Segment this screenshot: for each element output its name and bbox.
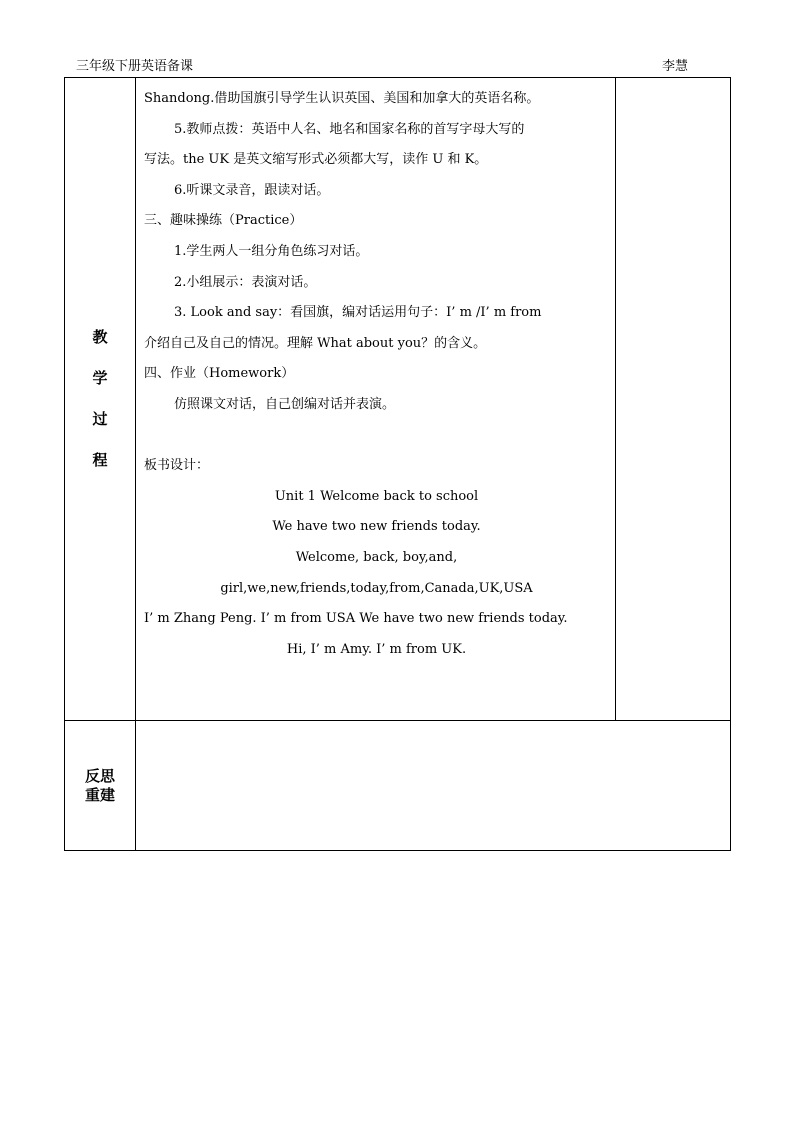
teaching-process-label bbox=[65, 78, 136, 721]
teaching-process-content bbox=[136, 78, 616, 721]
board-line: I’ m Zhang Peng. I’ m from USA We have two new friends today. bbox=[144, 611, 568, 627]
reflection-content bbox=[136, 721, 731, 851]
board-design-heading: 板书设计： bbox=[144, 458, 210, 474]
content-line: Shandong.借助国旗引导学生认识英国、美国和加拿大的英语名称。 bbox=[144, 91, 540, 106]
board-line: Unit 1 Welcome back to school bbox=[274, 488, 479, 504]
content-line: 5.教师点拨：英语中人名、地名和国家名称的首写字母大写的 bbox=[174, 121, 525, 137]
label-char: 教 bbox=[92, 328, 108, 346]
label-char: 程 bbox=[92, 451, 108, 469]
section-heading: 四、作业（Homework） bbox=[144, 366, 295, 382]
label-char: 反思 bbox=[84, 766, 115, 785]
notes-cell bbox=[616, 78, 731, 721]
content-line: 仿照课文对话，自己创编对话并表演。 bbox=[174, 396, 396, 412]
reflection-row bbox=[65, 721, 731, 851]
content-line: 6.听课文录音，跟读对话。 bbox=[174, 182, 330, 198]
content-line: 写法。the UK 是英文缩写形式必须都大写，读作 U 和 K。 bbox=[144, 152, 488, 168]
board-line: Welcome, back, boy,and, bbox=[295, 549, 458, 565]
board-line: girl,we,new,friends,today,from,Canada,UK,USA bbox=[220, 580, 533, 596]
content-line: 3. Look and say：看国旗，编对话运用句子：I’ m /I’ m from bbox=[174, 305, 542, 321]
section-heading: 三、趣味操练（Practice） bbox=[144, 213, 303, 229]
teaching-process-row bbox=[65, 78, 731, 721]
page-header bbox=[64, 57, 730, 78]
board-line: We have two new friends today. bbox=[272, 519, 481, 535]
label-char: 过 bbox=[92, 410, 108, 428]
label-char: 学 bbox=[92, 369, 108, 387]
course-title: 三年级下册英语备课 bbox=[76, 59, 194, 74]
label-char: 重建 bbox=[84, 785, 115, 804]
teacher-name: 李慧 bbox=[662, 59, 689, 74]
blank-line bbox=[144, 421, 609, 452]
content-line: 2.小组展示：表演对话。 bbox=[174, 274, 317, 290]
board-line: Hi, I’ m Amy. I’ m from UK. bbox=[286, 641, 467, 657]
content-line: 1.学生两人一组分角色练习对话。 bbox=[174, 243, 369, 259]
reflection-label bbox=[65, 721, 136, 851]
content-line: 介绍自己及自己的情况。理解 What about you？的含义。 bbox=[144, 335, 487, 351]
lesson-plan-table bbox=[64, 77, 731, 851]
